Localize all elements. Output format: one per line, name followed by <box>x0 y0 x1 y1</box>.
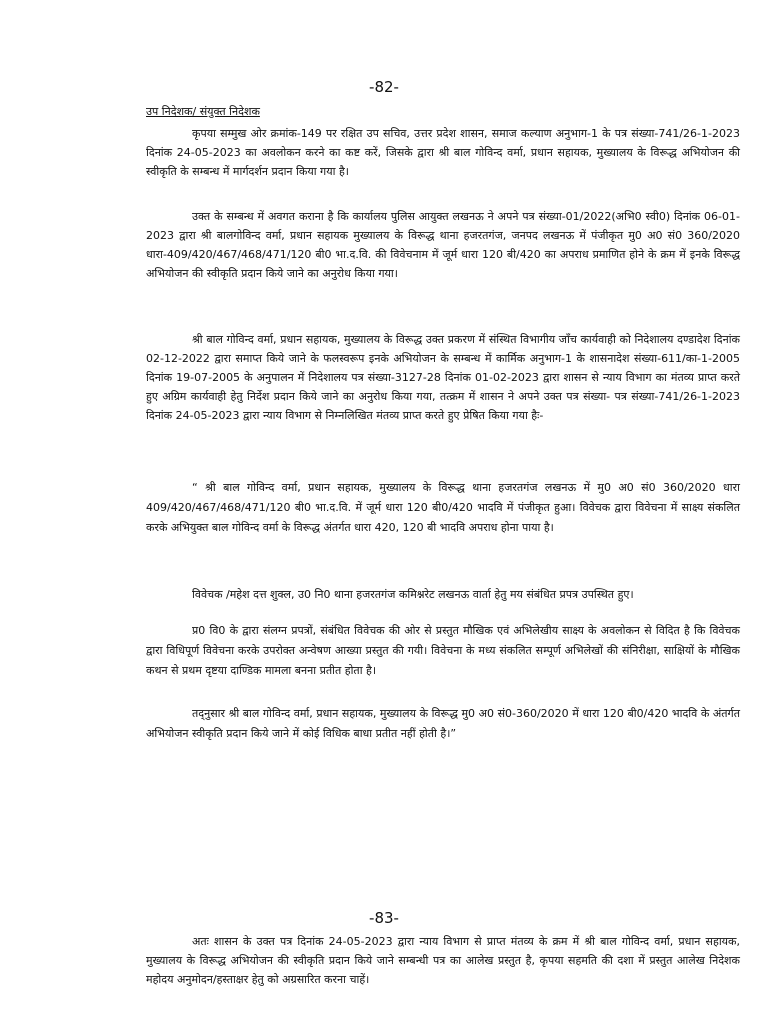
quote-paragraph-1: “ श्री बाल गोविन्द वर्मा, प्रधान सहायक, मुख्यालय के विरूद्ध थाना हजरतगंज लखनऊ में मु0 अ0 सं0 360/2020 धारा 409/420/467/468/471/120 बी0 भा.द.वि. में जूर्म धारा 120 बी0/420 भादवि में पंजीकृत हुआ। विवेचक द्वारा विवेचना में साक्ष्य संकलित करके अभियुक्त बाल गोविन्द वर्मा के विरूद्ध अंतर्गत धारा 420, 120 बी भादवि अपराध होना पाया है। <box>146 481 740 534</box>
page-number-top: -82- <box>369 78 399 96</box>
quote-paragraph-4: तद्नुसार श्री बाल गोविन्द वर्मा, प्रधान सहायक, मुख्यालय के विरूद्ध मु0 अ0 सं0-360/2020 में धारा 120 बी0/420 भादवि के अंतर्गत अभियोजन स्वीकृति प्रदान किये जाने में कोई विधिक बाधा प्रतीत नहीं होती है।” <box>146 707 740 740</box>
paragraph-1: कृपया सम्मुख ओर क्रमांक-149 पर रक्षित उप सचिव, उत्तर प्रदेश शासन, समाज कल्याण अनुभाग-1 के पत्र संख्या-741/26-1-2023 दिनांक 24-05-2023 का अवलोकन करने का कष्ट करें, जिसके द्वारा श्री बाल गोविन्द वर्मा, प्रधान सहायक, मुख्यालय के विरूद्ध अभियोजन की स्वीकृति के सम्बन्ध में मार्गदर्शन प्रदान किया गया है। <box>146 127 740 178</box>
quote-paragraph-3: प्र0 वि0 के द्वारा संलग्न प्रपत्रों, संबंधित विवेचक की ओर से प्रस्तुत मौखिक एवं अभिलेखीय साक्ष्य के अवलोकन से विदित है कि विवेचक द्वारा विधिपूर्ण विवेचना करके उपरोक्त अन्वेषण आख्या प्रस्तुत की गयी। विवेचना के मध्य संकलित सम्पूर्ण अभिलेखों की संनिरीक्षा, साक्षियों के मौखिक कथन से प्रथम दृष्टया दाण्डिक मामला बनना प्रतीत होता है। <box>146 624 740 677</box>
paragraph-3: श्री बाल गोविन्द वर्मा, प्रधान सहायक, मुख्यालय के विरूद्ध उक्त प्रकरण में संस्थित विभागीय जाँच कार्यवाही को निदेशालय दण्डादेश दिनांक 02-12-2022 द्वारा समाप्त किये जाने के फलस्वरूप इनके अभियोजन के सम्बन्ध में कार्मिक अनुभाग-1 के शासनादेश संख्या-611/का-1-2005 दिनांक 19-07-2005 के अनुपालन में निदेशालय पत्र संख्या-3127-28 दिनांक 01-02-2023 द्वारा शासन से न्याय विभाग का मंतव्य प्राप्त करते हुए अग्रिम कार्यवाही हेतु निर्देश प्रदान किये जाने का अनुरोध किया गया, तत्क्रम में शासन ने अपने उक्त पत्र संख्या- पत्र संख्या-741/26-1-2023 दिनांक 24-05-2023 द्वारा न्याय विभाग से निम्नलिखित मंतव्य प्राप्त करते हुए प्रेषित किया गया हैः- <box>146 333 740 422</box>
final-paragraph: अतः शासन के उक्त पत्र दिनांक 24-05-2023 द्वारा न्याय विभाग से प्राप्त मंतव्य के क्रम में श्री बाल गोविन्द वर्मा, प्रधान सहायक, मुख्यालय के विरूद्ध अभियोजन की स्वीकृति प्रदान किये जाने सम्बन्धी पत्र का आलेख प्रस्तुत है, कृपया सहमति की दशा में प्रस्तुत आलेख निदेशक महोदय अनुमोदन/हस्ताक्षर हेतु को अग्रसारित करना चाहें। <box>146 935 740 986</box>
quote-paragraph-2: विवेचक /महेश दत्त शुक्ल, उ0 नि0 थाना हजरतगंज कमिश्नरेट लखनऊ वार्ता हेतु मय संबंधित प्रपत्र उपस्थित हुए। <box>192 588 634 601</box>
page-number-bottom: -83- <box>369 909 399 927</box>
note-heading: उप निदेशक/ संयुक्त निदेशक <box>146 105 260 118</box>
paragraph-2: उक्त के सम्बन्ध में अवगत कराना है कि कार्यालय पुलिस आयुक्त लखनऊ ने अपने पत्र संख्या-01/2022(अभि0 स्वी0) दिनांक 06-01-2023 द्वारा श्री बालगोविन्द वर्मा, प्रधान सहायक मुख्यालय के विरूद्ध थाना हजरतगंज, जनपद लखनऊ में पंजीकृत मु0 अ0 सं0 360/2020 धारा-409/420/467/468/471/120 बी0 भा.द.वि. की विवेचनाम में जूर्म धारा 120 बी/420 का अपराध प्रमाणित होने के क्रम में इनके विरूद्ध अभियोजन की स्वीकृति प्रदान किये जाने का अनुरोध किया गया। <box>146 210 740 280</box>
